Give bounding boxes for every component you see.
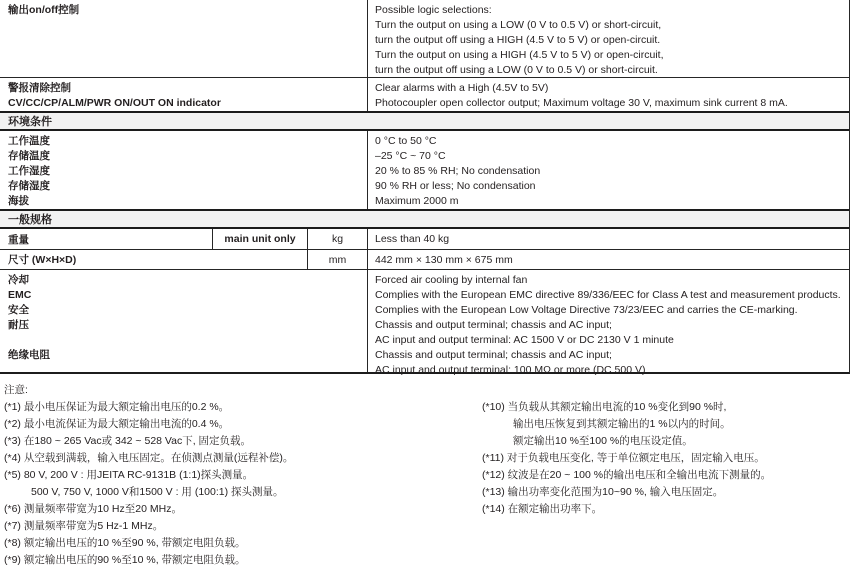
weight-scope: main unit only	[213, 229, 308, 249]
spec-value-line: Photocoupler open collector output; Maximum voltage 30 V, maximum sink current 8 mA.	[375, 97, 788, 109]
spec-label: 重量	[0, 229, 213, 249]
spec-label: 存储湿度	[8, 180, 50, 192]
spec-label: 安全	[8, 304, 29, 316]
spec-label: 存储温度	[8, 150, 50, 162]
weight-unit: kg	[308, 229, 368, 249]
dimensions-unit: mm	[308, 250, 368, 269]
spec-value-line: Complies with the European Low Voltage Directive 73/23/EEC and carries the CE-marking.	[375, 304, 798, 316]
note-line-continuation: 额定输出10 %至100 %的电压设定值。	[513, 435, 693, 447]
section-title: 环境条件	[8, 116, 52, 128]
spec-value-line: 0 °C to 50 °C	[375, 135, 437, 147]
section-header-general	[0, 209, 849, 229]
note-line: (*4) 从空载到满载，输入电压固定。在侦测点测量(远程补偿)。	[4, 452, 294, 464]
note-line: (*7) 测量频率带宽为5 Hz-1 MHz。	[4, 520, 164, 532]
notes-section	[0, 382, 852, 569]
spec-label: 警报清除控制	[8, 82, 71, 94]
note-line: (*11) 对于负载电压变化, 等于单位额定电压，固定输入电压。	[482, 452, 765, 464]
section-header-environment	[0, 111, 849, 131]
notes-column-left	[4, 382, 482, 569]
spec-label: 绝缘电阻	[8, 349, 50, 361]
notes-heading: 注意:	[4, 384, 28, 396]
note-line: (*14) 在额定输出功率下。	[482, 503, 603, 515]
note-line: (*10) 当负载从其额定输出电流的10 %变化到90 %时,	[482, 401, 727, 413]
spec-value-line: Clear alarms with a High (4.5V to 5V)	[375, 82, 549, 94]
spec-value-line: 20 % to 85 % RH; No condensation	[375, 165, 541, 177]
note-line: (*9) 额定输出电压的90 %至10 %, 带额定电阻负载。	[4, 554, 246, 566]
row-environment	[0, 131, 849, 209]
note-line: (*12) 纹波是在20 ~ 100 %的输出电压和全输出电流下测量的。	[482, 469, 772, 481]
note-line: (*8) 额定输出电压的10 %至90 %, 带额定电阻负载。	[4, 537, 246, 549]
spec-value-line: Forced air cooling by internal fan	[375, 274, 528, 286]
spec-label: EMC	[8, 289, 32, 301]
spec-value-line: Turn the output on using a HIGH (4.5 V to 5 V) or open-circuit,	[375, 49, 664, 61]
note-line: (*3) 在180 ~ 265 Vac或 342 ~ 528 Vac下, 固定负载。	[4, 435, 252, 447]
row-output-onoff-control	[0, 0, 849, 77]
notes-column-right	[482, 399, 771, 518]
spec-label: 冷却	[8, 274, 29, 286]
spec-value-line: Chassis and output terminal; chassis and AC input;	[375, 319, 612, 331]
spec-value-line: turn the output off using a HIGH (4.5 V to 5 V) or open-circuit.	[375, 34, 661, 46]
spec-label: 耐压	[8, 319, 29, 331]
row-dimensions	[0, 249, 849, 269]
spec-value-line: 90 % RH or less; No condensation	[375, 180, 536, 192]
spec-value-line: Turn the output on using a LOW (0 V to 0.5 V) or short-circuit,	[375, 19, 662, 31]
spec-value-line: Chassis and output terminal; chassis and AC input;	[375, 349, 612, 361]
spec-value-line: –25 °C ~ 70 °C	[375, 150, 446, 162]
spec-label-spacer	[8, 363, 359, 378]
weight-value: Less than 40 kg	[375, 233, 450, 245]
note-line: (*1) 最小电压保证为最大额定输出电压的0.2 %。	[4, 401, 230, 413]
row-alarm-clear-indicator	[0, 77, 849, 111]
spec-value-line: turn the output off using a LOW (0 V to 0.5 V) or short-circuit.	[375, 64, 658, 76]
spec-value-line: Possible logic selections:	[375, 4, 492, 16]
note-line: (*6) 测量频率带宽为10 Hz至20 MHz。	[4, 503, 182, 515]
spec-value-line: Complies with the European EMC directive 89/336/EEC for Class A test and measurement products.	[375, 289, 841, 301]
spec-label: 工作湿度	[8, 165, 50, 177]
note-line: (*2) 最小电流保证为最大额定输出电流的0.4 %。	[4, 418, 230, 430]
note-line-continuation: 500 V, 750 V, 1000 V和1500 V : 用 (100:1) 探头测量。	[31, 486, 284, 498]
note-line: (*13) 输出功率变化范围为10~90 %, 输入电压固定。	[482, 486, 724, 498]
spec-value-line: AC input and output terminal: 100 MΩ or more (DC 500 V)	[375, 364, 646, 376]
spec-label: 输出on/off控制	[8, 4, 80, 16]
spec-label: CV/CC/CP/ALM/PWR ON/OUT ON indicator	[8, 97, 221, 109]
spec-label: 工作温度	[8, 135, 50, 147]
dimensions-value: 442 mm × 130 mm × 675 mm	[375, 253, 513, 266]
row-weight	[0, 229, 849, 249]
note-line: (*5) 80 V, 200 V : 用JEITA RC-9131B (1:1)探头测量。	[4, 469, 254, 481]
spec-label-spacer	[8, 333, 359, 348]
section-title: 一般规格	[8, 214, 52, 226]
row-general-block	[0, 269, 849, 376]
spec-label: 海拔	[8, 195, 29, 207]
spec-value-line: Maximum 2000 m	[375, 195, 459, 207]
note-line-continuation: 输出电压恢复到其额定输出的1 %以内的时间。	[513, 418, 731, 430]
spec-value-line: AC input and output terminal: AC 1500 V or DC 2130 V 1 minute	[375, 334, 674, 346]
spec-label: 尺寸 (W×H×D)	[0, 250, 308, 269]
